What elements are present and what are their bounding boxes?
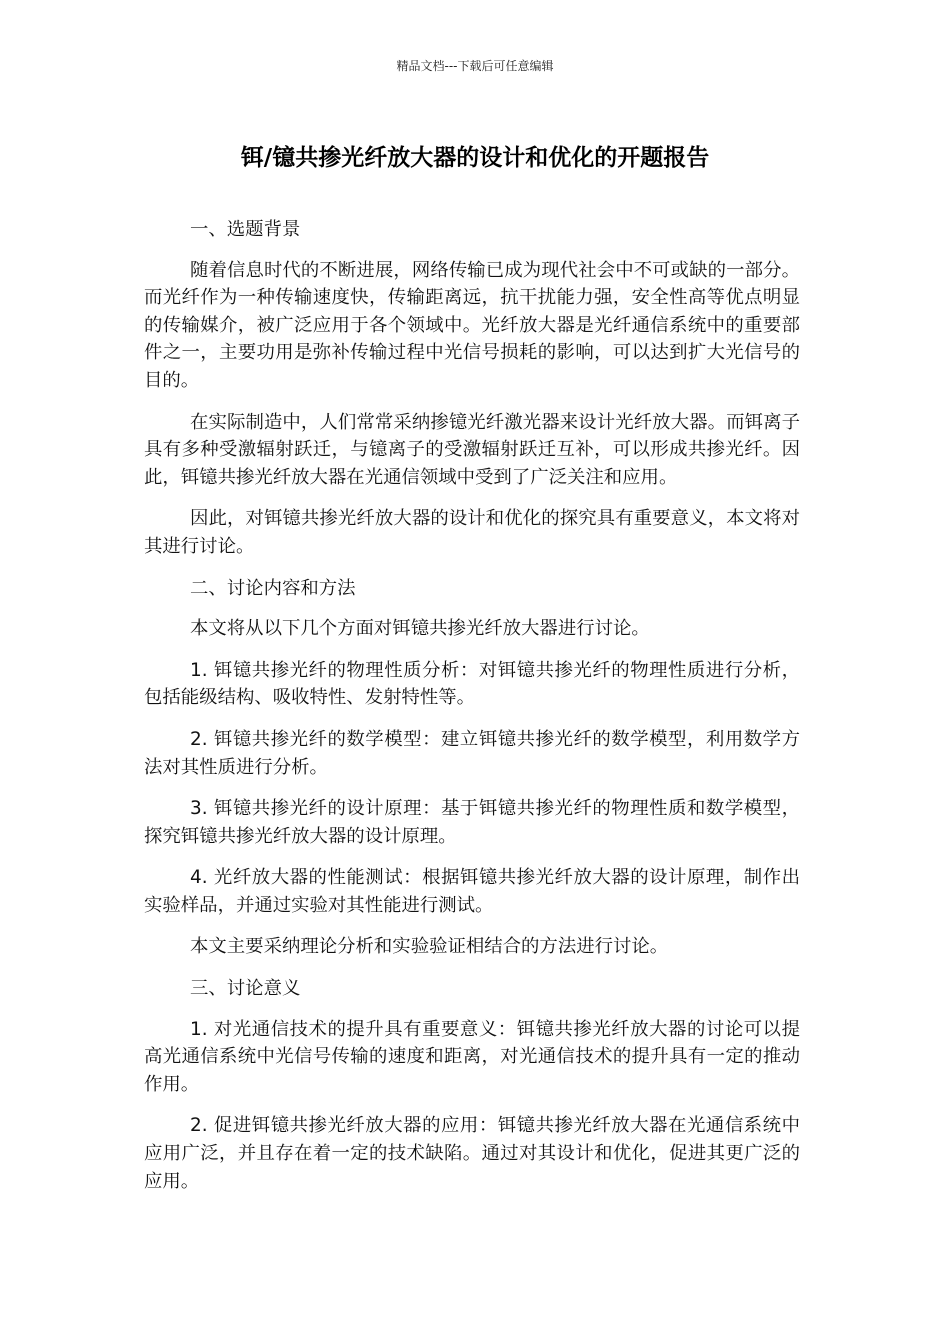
paragraph-content-intro: 本文将从以下几个方面对铒镱共掺光纤放大器进行讨论。 xyxy=(190,618,650,640)
paragraph-background-3: 因此，对铒镱共掺光纤放大器的设计和优化的探究具有重要意义，本文将对其进行讨论。 xyxy=(144,508,800,557)
document-body xyxy=(144,216,800,1209)
paragraph-methods-summary: 本文主要采纳理论分析和实验验证相结合的方法进行讨论。 xyxy=(190,936,669,958)
section-heading-content-methods: 二、讨论内容和方法 xyxy=(190,577,356,599)
list-item-design-principle: 3. 铒镱共掺光纤的设计原理：基于铒镱共掺光纤的物理性质和数学模型，探究铒镱共掺光纤放大器的设计原理。 xyxy=(144,798,800,847)
list-item-performance-test: 4. 光纤放大器的性能测试：根据铒镱共掺光纤放大器的设计原理，制作出实验样品，并通过实验对其性能进行测试。 xyxy=(144,867,800,916)
list-item-math-model: 2. 铒镱共掺光纤的数学模型：建立铒镱共掺光纤的数学模型，利用数学方法对其性质进行分析。 xyxy=(144,728,800,778)
section-heading-significance: 三、讨论意义 xyxy=(190,978,301,1000)
list-item-significance-2: 2. 促进铒镱共掺光纤放大器的应用：铒镱共掺光纤放大器在光通信系统中应用广泛，并且存在着一定的技术缺陷。通过对其设计和优化，促进其更广泛的应用。 xyxy=(144,1115,800,1192)
paragraph-background-2: 在实际制造中，人们常常采纳掺镱光纤激光器来设计光纤放大器。而铒离子具有多种受激辐射跃迁，与镱离子的受激辐射跃迁互补，可以形成共掺光纤。因此，铒镱共掺光纤放大器在光通信领域中受到了广泛关注和应用。 xyxy=(144,411,800,488)
section-heading-background: 一、选题背景 xyxy=(190,219,301,240)
paragraph-background-1: 随着信息时代的不断进展，网络传输已成为现代社会中不可或缺的一部分。而光纤作为一种传输速度快，传输距离远，抗干扰能力强，安全性高等优点明显的传输媒介，被广泛应用于各个领域中。光纤放大器是光纤通信系统中的重要部件之一，主要功用是弥补传输过程中光信号损耗的影响，可以达到扩大光信号的目的。 xyxy=(144,259,800,391)
list-item-significance-1: 1. 对光通信技术的提升具有重要意义：铒镱共掺光纤放大器的讨论可以提高光通信系统中光信号传输的速度和距离，对光通信技术的提升具有一定的推动作用。 xyxy=(144,1018,800,1095)
document-title: 铒/镱共掺光纤放大器的设计和优化的开题报告 xyxy=(240,145,710,171)
page-header-note: 精品文档---下载后可任意编辑 xyxy=(396,59,554,73)
list-item-physical-properties: 1. 铒镱共掺光纤的物理性质分析：对铒镱共掺光纤的物理性质进行分析，包括能级结构、吸收特性、发射特性等。 xyxy=(144,659,800,709)
